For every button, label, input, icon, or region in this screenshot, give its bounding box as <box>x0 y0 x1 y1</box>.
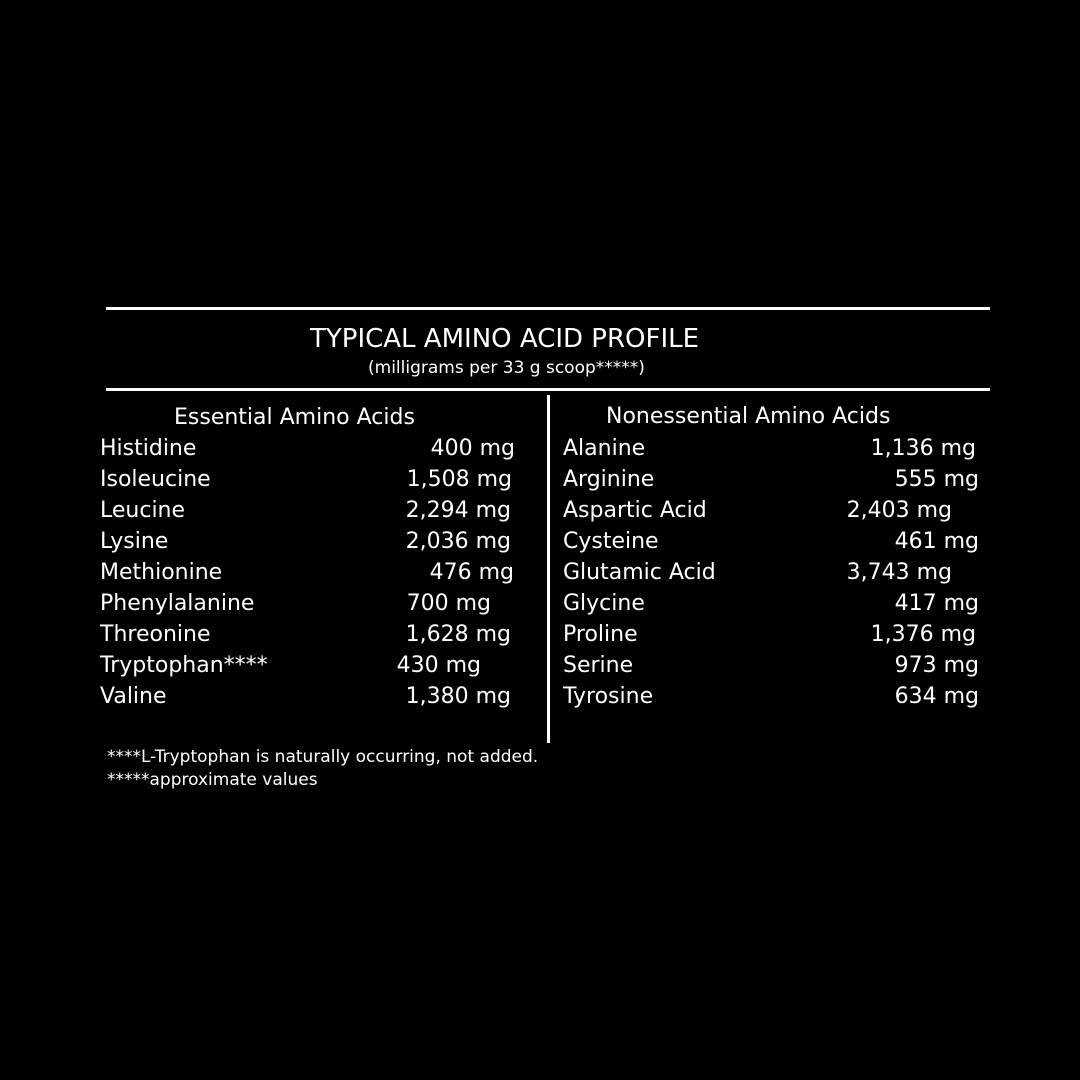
amino-name: Valine <box>100 684 167 709</box>
amino-amount: 417 mg <box>894 591 979 616</box>
essential-row-valine <box>100 681 515 712</box>
amino-name: Lysine <box>100 529 169 554</box>
top-rule <box>106 307 990 310</box>
essential-row-tryptophan <box>100 650 515 681</box>
nonessential-row-arginine <box>563 464 979 495</box>
amino-name: Phenylalanine <box>100 591 255 616</box>
amino-name: Proline <box>563 622 638 647</box>
nonessential-row-glycine <box>563 588 979 619</box>
amino-amount: 461 mg <box>894 529 979 554</box>
amino-name: Tryptophan**** <box>100 653 268 678</box>
amino-amount: 973 mg <box>894 653 979 678</box>
amino-amount: 2,403 mg <box>846 498 952 523</box>
nonessential-list <box>563 433 979 712</box>
amino-amount: 700 mg <box>406 591 491 616</box>
essential-list <box>100 433 515 712</box>
amino-amount: 3,743 mg <box>846 560 952 585</box>
essential-row-methionine <box>100 557 515 588</box>
amino-name: Arginine <box>563 467 655 492</box>
amino-name: Histidine <box>100 436 197 461</box>
amino-amount: 1,628 mg <box>405 622 511 647</box>
profile-subtitle: (milligrams per 33 g scoop*****) <box>368 358 645 378</box>
essential-row-leucine <box>100 495 515 526</box>
amino-amount: 1,136 mg <box>870 436 976 461</box>
amino-name: Serine <box>563 653 634 678</box>
amino-name: Cysteine <box>563 529 659 554</box>
nonessential-row-aspartic-acid <box>563 495 979 526</box>
nonessential-row-alanine <box>563 433 979 464</box>
amino-name: Aspartic Acid <box>563 498 707 523</box>
nonessential-row-tyrosine <box>563 681 979 712</box>
amino-name: Isoleucine <box>100 467 211 492</box>
amino-amount: 430 mg <box>396 653 481 678</box>
amino-name: Tyrosine <box>563 684 654 709</box>
nonessential-row-serine <box>563 650 979 681</box>
essential-row-histidine <box>100 433 515 464</box>
nonessential-heading: Nonessential Amino Acids <box>606 404 891 429</box>
amino-name: Glycine <box>563 591 645 616</box>
nonessential-row-proline <box>563 619 979 650</box>
essential-row-threonine <box>100 619 515 650</box>
amino-name: Leucine <box>100 498 186 523</box>
amino-name: Methionine <box>100 560 223 585</box>
nonessential-row-cysteine <box>563 526 979 557</box>
header-rule <box>106 388 990 391</box>
amino-amount: 634 mg <box>894 684 979 709</box>
footnotes <box>107 746 538 792</box>
footnote-approximate: *****approximate values <box>107 770 318 790</box>
amino-name: Glutamic Acid <box>563 560 716 585</box>
amino-name: Alanine <box>563 436 646 461</box>
amino-amount: 400 mg <box>430 436 515 461</box>
essential-heading: Essential Amino Acids <box>174 405 415 430</box>
essential-row-phenylalanine <box>100 588 515 619</box>
amino-amount: 555 mg <box>894 467 979 492</box>
amino-amount: 2,294 mg <box>405 498 511 523</box>
footnote-tryptophan: ****L-Tryptophan is naturally occurring, not added. <box>107 747 539 767</box>
profile-title: TYPICAL AMINO ACID PROFILE <box>310 324 700 354</box>
amino-name: Threonine <box>100 622 211 647</box>
amino-amount: 476 mg <box>429 560 514 585</box>
nonessential-row-glutamic-acid <box>563 557 979 588</box>
column-divider <box>547 395 550 743</box>
essential-row-lysine <box>100 526 515 557</box>
essential-row-isoleucine <box>100 464 515 495</box>
amino-amount: 1,376 mg <box>870 622 976 647</box>
amino-amount: 1,380 mg <box>405 684 511 709</box>
amino-amount: 1,508 mg <box>406 467 512 492</box>
amino-amount: 2,036 mg <box>405 529 511 554</box>
